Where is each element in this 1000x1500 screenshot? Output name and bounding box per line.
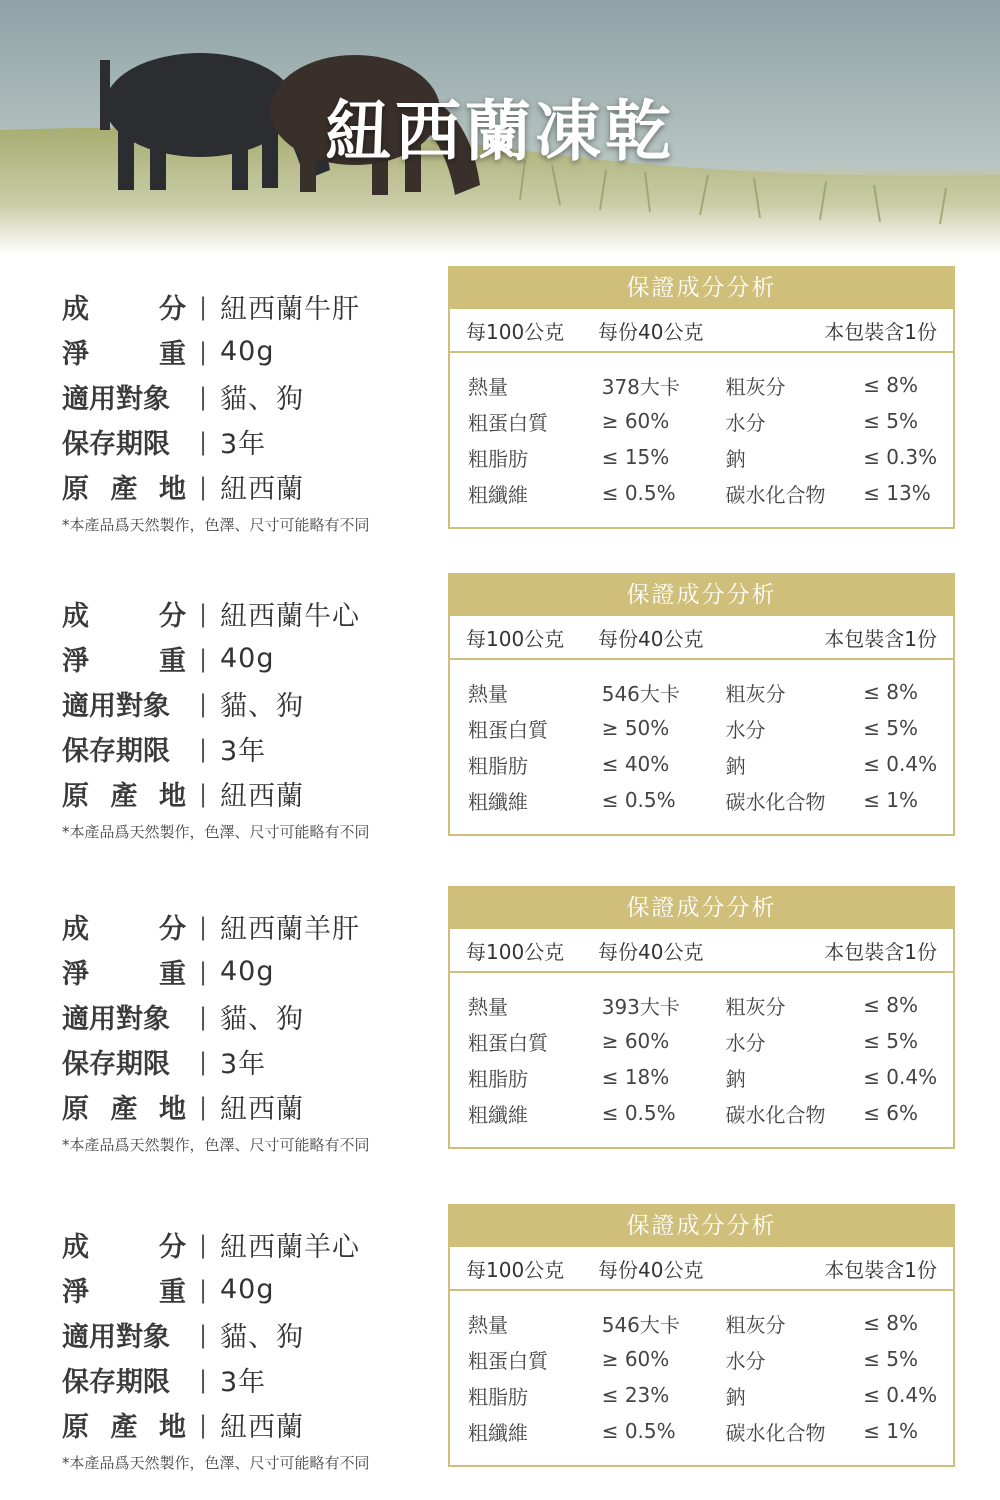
fiber-label: 粗纖維 [468,789,528,814]
fiber-label: 粗纖維 [468,482,528,507]
moisture-value: ≤ 5% [863,716,919,740]
nutrition-table-subheader [450,929,953,973]
spec-label-ingredient: 成 分 [62,294,186,325]
nutrition-row [468,746,953,782]
protein-value: ≥ 50% [601,716,670,740]
spec-row-ingredient [62,1222,442,1267]
fiber-value: ≤ 0.5% [601,1101,676,1125]
spec-value-target: 貓、狗 [220,1322,304,1353]
spec-value-target: 貓、狗 [220,691,304,722]
spec-row-ingredient [62,284,442,329]
fiber-value: ≤ 0.5% [601,788,676,812]
product-note: *本產品爲天然製作，色澤、尺寸可能略有不同 [62,1454,370,1472]
nutrition-table-body [450,660,953,818]
spec-value-weight: 40g [220,1274,275,1305]
spec-value-target: 貓、狗 [220,384,304,415]
nutrition-table-header: 保證成分分析 [450,1206,953,1247]
protein-value: ≥ 60% [601,1029,670,1053]
spec-row-shelf [62,1357,442,1402]
product-section [0,1204,1000,1474]
spec-separator: | [198,1002,208,1031]
spec-row-shelf [62,1039,442,1084]
fat-label: 粗脂肪 [468,446,528,471]
sodium-value: ≤ 0.4% [863,1383,938,1407]
nutrition-row [468,1413,953,1449]
calories-label: 熱量 [468,994,508,1019]
moisture-label: 水分 [725,717,766,742]
ash-label: 粗灰分 [725,1312,786,1337]
product-specs [62,591,442,816]
spec-value-origin: 紐西蘭 [220,1412,304,1443]
spec-row-shelf [62,419,442,464]
spec-row-weight [62,949,442,994]
per-serving-label: 每份40公克 [598,626,704,651]
spec-row-target [62,681,442,726]
spec-value-weight: 40g [220,336,275,367]
fat-value: ≤ 40% [601,752,670,776]
fiber-value: ≤ 0.5% [601,1419,676,1443]
spec-value-shelf: 3年 [220,1367,267,1398]
spec-label-target: 適用對象 [62,1004,170,1035]
nutrition-row [468,475,953,511]
spec-separator: | [198,689,208,718]
spec-row-ingredient [62,591,442,636]
ash-label: 粗灰分 [725,681,786,706]
spec-value-origin: 紐西蘭 [220,1094,304,1125]
spec-label-weight: 淨 重 [62,339,186,370]
nutrition-table [448,266,955,529]
protein-label: 粗蛋白質 [468,410,548,435]
spec-separator: | [198,1275,208,1304]
spec-separator: | [198,912,208,941]
spec-value-weight: 40g [220,956,275,987]
fat-value: ≤ 18% [601,1065,670,1089]
spec-separator: | [198,337,208,366]
moisture-value: ≤ 5% [863,409,919,433]
ash-value: ≤ 8% [863,993,919,1017]
product-section [0,573,1000,843]
spec-value-weight: 40g [220,643,275,674]
calories-label: 熱量 [468,374,508,399]
carbs-value: ≤ 13% [863,481,931,505]
calories-value: 393大卡 [601,994,680,1019]
nutrition-table-subheader [450,309,953,353]
spec-value-target: 貓、狗 [220,1004,304,1035]
product-note: *本產品爲天然製作，色澤、尺寸可能略有不同 [62,1136,370,1154]
spec-row-origin [62,1402,442,1447]
sodium-value: ≤ 0.4% [863,752,938,776]
spec-value-shelf: 3年 [220,429,267,460]
fat-value: ≤ 23% [601,1383,670,1407]
nutrition-row [468,403,953,439]
product-note: *本產品爲天然製作，色澤、尺寸可能略有不同 [62,516,370,534]
spec-separator: | [198,644,208,673]
spec-row-target [62,994,442,1039]
spec-label-target: 適用對象 [62,384,170,415]
spec-row-shelf [62,726,442,771]
nutrition-table-subheader [450,1247,953,1291]
spec-separator: | [198,382,208,411]
spec-value-origin: 紐西蘭 [220,474,304,505]
calories-label: 熱量 [468,681,508,706]
spec-value-ingredient: 紐西蘭牛肝 [220,294,360,325]
spec-row-ingredient [62,904,442,949]
spec-separator: | [198,957,208,986]
pack-count-label: 本包裝含1份 [824,1257,937,1282]
spec-separator: | [198,292,208,321]
moisture-value: ≤ 5% [863,1347,919,1371]
spec-separator: | [198,472,208,501]
nutrition-row [468,367,953,403]
ash-value: ≤ 8% [863,1311,919,1335]
nutrition-table-header: 保證成分分析 [450,575,953,616]
spec-label-weight: 淨 重 [62,1277,186,1308]
spec-value-origin: 紐西蘭 [220,781,304,812]
spec-separator: | [198,1230,208,1259]
ash-value: ≤ 8% [863,680,919,704]
nutrition-table-subheader [450,616,953,660]
carbs-label: 碳水化合物 [725,789,826,814]
carbs-value: ≤ 1% [863,788,919,812]
nutrition-table-body [450,973,953,1131]
fat-label: 粗脂肪 [468,753,528,778]
carbs-value: ≤ 1% [863,1419,919,1443]
moisture-label: 水分 [725,1030,766,1055]
spec-row-weight [62,329,442,374]
ash-label: 粗灰分 [725,994,786,1019]
product-note: *本產品爲天然製作，色澤、尺寸可能略有不同 [62,823,370,841]
sodium-label: 鈉 [725,1066,746,1091]
calories-label: 熱量 [468,1312,508,1337]
product-specs [62,904,442,1129]
spec-row-weight [62,1267,442,1312]
per-serving-label: 每份40公克 [598,319,704,344]
spec-label-weight: 淨 重 [62,646,186,677]
spec-value-ingredient: 紐西蘭羊心 [220,1232,360,1263]
sodium-value: ≤ 0.4% [863,1065,938,1089]
spec-label-ingredient: 成 分 [62,601,186,632]
nutrition-table [448,573,955,836]
fiber-label: 粗纖維 [468,1102,528,1127]
spec-value-shelf: 3年 [220,736,267,767]
spec-value-ingredient: 紐西蘭羊肝 [220,914,360,945]
carbs-label: 碳水化合物 [725,1102,826,1127]
spec-separator: | [198,427,208,456]
ash-label: 粗灰分 [725,374,786,399]
calories-value: 378大卡 [601,374,680,399]
sodium-label: 鈉 [725,1384,746,1409]
pack-count-label: 本包裝含1份 [824,319,937,344]
spec-row-target [62,374,442,419]
per-100g-label: 每100公克 [466,1257,565,1282]
per-100g-label: 每100公克 [466,319,565,344]
pack-count-label: 本包裝含1份 [824,939,937,964]
nutrition-row [468,782,953,818]
spec-label-origin: 原 產 地 [62,474,186,505]
fat-value: ≤ 15% [601,445,670,469]
protein-label: 粗蛋白質 [468,717,548,742]
nutrition-table-header: 保證成分分析 [450,888,953,929]
spec-label-ingredient: 成 分 [62,914,186,945]
product-section [0,266,1000,536]
per-100g-label: 每100公克 [466,626,565,651]
spec-label-origin: 原 產 地 [62,781,186,812]
spec-row-origin [62,1084,442,1129]
carbs-label: 碳水化合物 [725,482,826,507]
nutrition-row [468,439,953,475]
spec-label-weight: 淨 重 [62,959,186,990]
nutrition-table-header: 保證成分分析 [450,268,953,309]
protein-label: 粗蛋白質 [468,1348,548,1373]
product-specs [62,1222,442,1447]
spec-label-target: 適用對象 [62,1322,170,1353]
spec-label-ingredient: 成 分 [62,1232,186,1263]
calories-value: 546大卡 [601,1312,680,1337]
nutrition-row [468,710,953,746]
nutrition-row [468,987,953,1023]
spec-separator: | [198,734,208,763]
nutrition-table-body [450,1291,953,1449]
spec-row-origin [62,771,442,816]
nutrition-table [448,1204,955,1467]
fiber-value: ≤ 0.5% [601,481,676,505]
nutrition-row [468,674,953,710]
spec-value-shelf: 3年 [220,1049,267,1080]
spec-separator: | [198,1047,208,1076]
pack-count-label: 本包裝含1份 [824,626,937,651]
nutrition-table [448,886,955,1149]
per-100g-label: 每100公克 [466,939,565,964]
product-section [0,886,1000,1156]
sodium-value: ≤ 0.3% [863,445,938,469]
nutrition-row [468,1095,953,1131]
spec-label-origin: 原 產 地 [62,1094,186,1125]
spec-label-shelf: 保存期限 [62,736,170,767]
fat-label: 粗脂肪 [468,1384,528,1409]
spec-separator: | [198,1320,208,1349]
nutrition-row [468,1305,953,1341]
protein-label: 粗蛋白質 [468,1030,548,1055]
spec-row-origin [62,464,442,509]
nutrition-row [468,1377,953,1413]
fat-label: 粗脂肪 [468,1066,528,1091]
hero-banner [0,0,1000,255]
nutrition-row [468,1023,953,1059]
spec-separator: | [198,599,208,628]
ash-value: ≤ 8% [863,373,919,397]
calories-value: 546大卡 [601,681,680,706]
carbs-label: 碳水化合物 [725,1420,826,1445]
spec-label-target: 適用對象 [62,691,170,722]
spec-value-ingredient: 紐西蘭牛心 [220,601,360,632]
spec-separator: | [198,1092,208,1121]
moisture-value: ≤ 5% [863,1029,919,1053]
per-serving-label: 每份40公克 [598,939,704,964]
product-specs [62,284,442,509]
nutrition-row [468,1059,953,1095]
moisture-label: 水分 [725,410,766,435]
spec-label-shelf: 保存期限 [62,429,170,460]
spec-separator: | [198,779,208,808]
spec-row-target [62,1312,442,1357]
nutrition-table-body [450,353,953,511]
moisture-label: 水分 [725,1348,766,1373]
spec-label-shelf: 保存期限 [62,1049,170,1080]
protein-value: ≥ 60% [601,1347,670,1371]
spec-separator: | [198,1410,208,1439]
sodium-label: 鈉 [725,446,746,471]
spec-label-origin: 原 產 地 [62,1412,186,1443]
per-serving-label: 每份40公克 [598,1257,704,1282]
sodium-label: 鈉 [725,753,746,778]
spec-separator: | [198,1365,208,1394]
nutrition-row [468,1341,953,1377]
protein-value: ≥ 60% [601,409,670,433]
fiber-label: 粗纖維 [468,1420,528,1445]
spec-label-shelf: 保存期限 [62,1367,170,1398]
banner-title: 紐西蘭凍乾 [325,92,675,170]
carbs-value: ≤ 6% [863,1101,919,1125]
spec-row-weight [62,636,442,681]
